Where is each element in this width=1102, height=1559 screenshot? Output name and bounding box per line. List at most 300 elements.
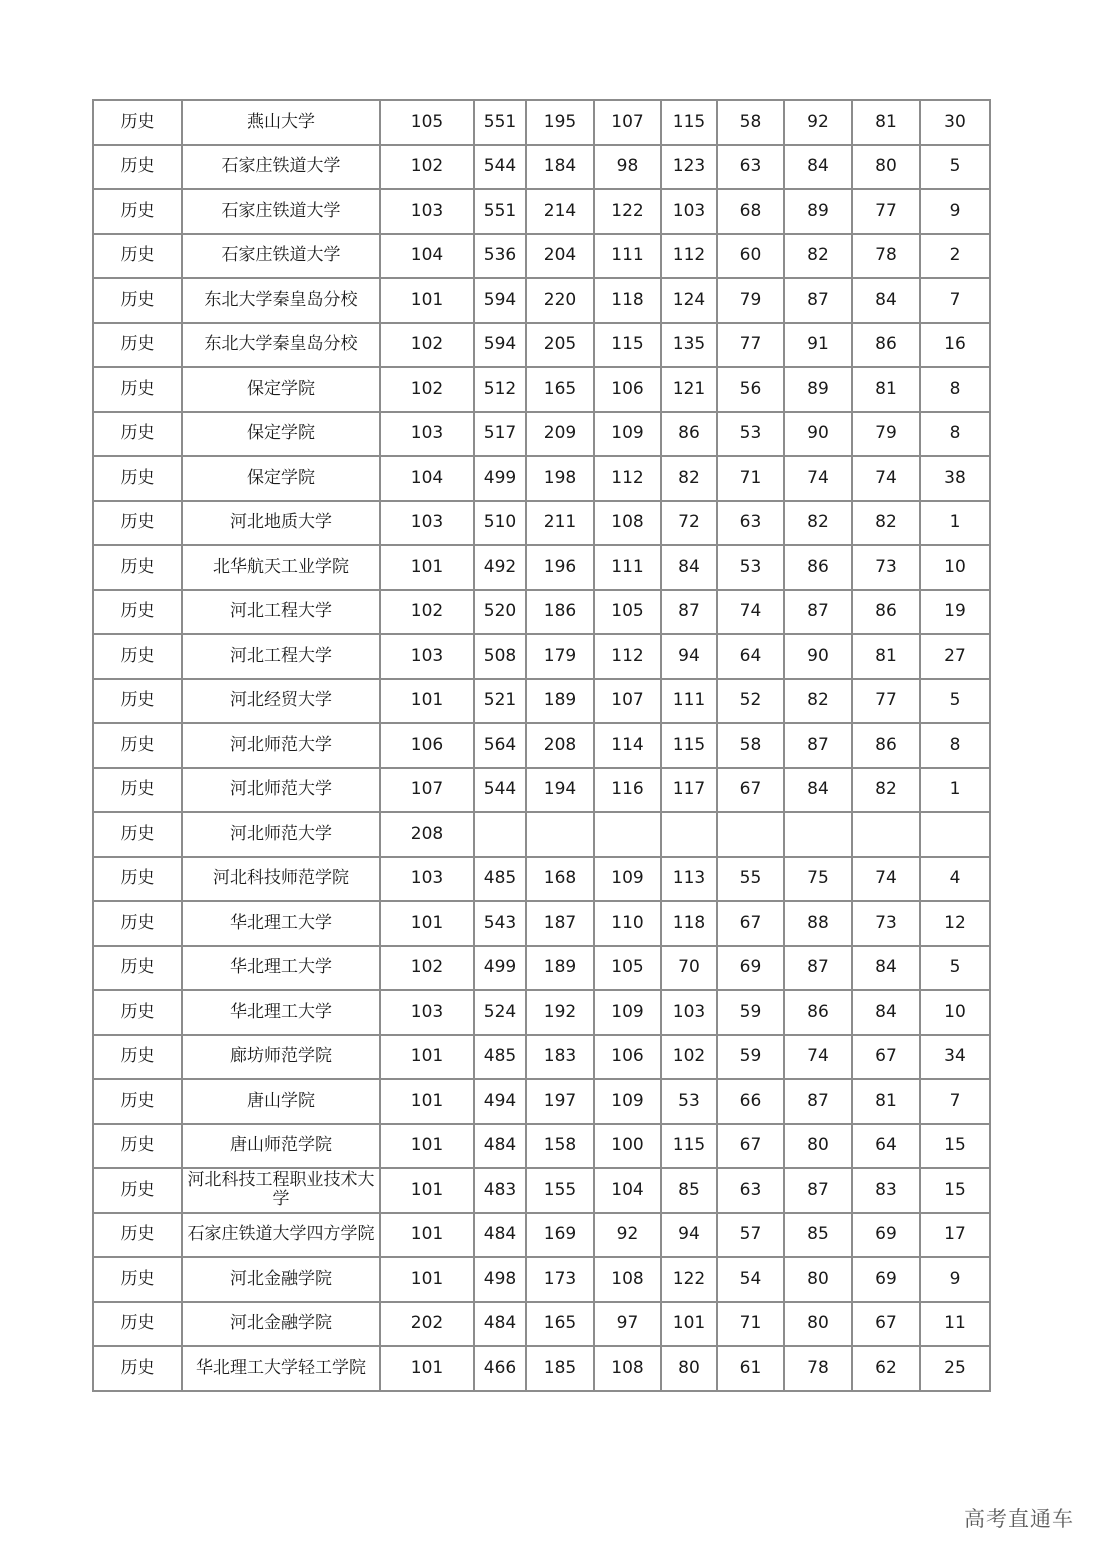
table-cell-score-d: 63	[717, 501, 784, 546]
table-cell-major-group-code: 101	[380, 278, 474, 323]
table-cell-score-f: 73	[852, 901, 920, 946]
table-cell-score-b: 105	[594, 946, 661, 991]
table-cell-score-a: 195	[526, 100, 594, 145]
table-cell-score-e: 78	[784, 1346, 852, 1391]
table-cell-score-total: 544	[474, 768, 526, 813]
table-cell-major-group-code: 103	[380, 501, 474, 546]
table-cell-score-b: 109	[594, 1079, 661, 1124]
table-cell-university: 燕山大学	[182, 100, 380, 145]
table-row	[93, 1168, 990, 1213]
table-cell-score-f: 78	[852, 234, 920, 279]
table-cell-score-b: 108	[594, 1257, 661, 1302]
table-cell-subject: 历史	[93, 501, 182, 546]
table-cell-score-c: 117	[661, 768, 717, 813]
table-row	[93, 679, 990, 724]
table-cell-major-group-code: 103	[380, 189, 474, 234]
table-cell-score-e: 87	[784, 278, 852, 323]
table-cell-score-d: 66	[717, 1079, 784, 1124]
table-cell-subject: 历史	[93, 1346, 182, 1391]
table-cell-score-e: 86	[784, 545, 852, 590]
table-cell-subject: 历史	[93, 456, 182, 501]
table-cell-score-total: 536	[474, 234, 526, 279]
table-cell-university: 石家庄铁道大学	[182, 145, 380, 190]
table-cell-score-d: 53	[717, 545, 784, 590]
table-cell-score-f: 84	[852, 946, 920, 991]
table-cell-score-b: 110	[594, 901, 661, 946]
table-cell-major-group-code: 102	[380, 367, 474, 412]
table-cell-university: 唐山学院	[182, 1079, 380, 1124]
table-cell-score-a: 192	[526, 990, 594, 1035]
table-row	[93, 901, 990, 946]
table-cell-score-d: 63	[717, 1168, 784, 1213]
table-cell-count: 19	[920, 590, 990, 635]
table-cell-subject: 历史	[93, 1035, 182, 1080]
table-cell-score-c: 135	[661, 323, 717, 368]
table-row	[93, 990, 990, 1035]
table-cell-score-b: 111	[594, 234, 661, 279]
table-cell-score-c: 80	[661, 1346, 717, 1391]
table-cell-count: 25	[920, 1346, 990, 1391]
table-cell-score-total: 510	[474, 501, 526, 546]
table-cell-score-b: 122	[594, 189, 661, 234]
table-cell-score-d	[717, 812, 784, 857]
table-cell-score-f: 77	[852, 189, 920, 234]
table-cell-score-c: 103	[661, 189, 717, 234]
table-cell-count: 10	[920, 545, 990, 590]
table-cell-subject: 历史	[93, 367, 182, 412]
table-cell-university: 华北理工大学轻工学院	[182, 1346, 380, 1391]
table-cell-score-c: 115	[661, 1124, 717, 1169]
table-cell-score-f: 81	[852, 367, 920, 412]
table-cell-score-total: 466	[474, 1346, 526, 1391]
table-cell-score-total: 524	[474, 990, 526, 1035]
table-cell-score-d: 74	[717, 590, 784, 635]
table-cell-score-f: 86	[852, 590, 920, 635]
table-cell-count: 9	[920, 189, 990, 234]
table-cell-score-a: 214	[526, 189, 594, 234]
table-cell-score-b: 106	[594, 367, 661, 412]
table-cell-score-total: 521	[474, 679, 526, 724]
table-row	[93, 189, 990, 234]
table-cell-score-a: 169	[526, 1213, 594, 1258]
table-cell-score-e: 85	[784, 1213, 852, 1258]
table-row	[93, 278, 990, 323]
table-row	[93, 367, 990, 412]
table-cell-count: 9	[920, 1257, 990, 1302]
table-cell-score-a: 205	[526, 323, 594, 368]
table-cell-score-c: 122	[661, 1257, 717, 1302]
table-cell-score-e	[784, 812, 852, 857]
table-cell-score-b	[594, 812, 661, 857]
table-cell-university: 河北师范大学	[182, 812, 380, 857]
table-cell-score-e: 86	[784, 990, 852, 1035]
table-cell-major-group-code: 102	[380, 946, 474, 991]
table-cell-count: 8	[920, 367, 990, 412]
table-cell-score-d: 61	[717, 1346, 784, 1391]
table-cell-major-group-code: 105	[380, 100, 474, 145]
table-cell-major-group-code: 101	[380, 1035, 474, 1080]
table-cell-subject: 历史	[93, 990, 182, 1035]
table-cell-score-total: 508	[474, 634, 526, 679]
table-cell-university: 华北理工大学	[182, 946, 380, 991]
table-cell-score-total: 498	[474, 1257, 526, 1302]
table-cell-subject: 历史	[93, 679, 182, 724]
table-cell-university: 石家庄铁道大学	[182, 234, 380, 279]
table-cell-university: 河北经贸大学	[182, 679, 380, 724]
table-cell-count: 11	[920, 1302, 990, 1347]
table-cell-score-d: 71	[717, 456, 784, 501]
table-cell-score-b: 109	[594, 412, 661, 457]
table-cell-count: 5	[920, 679, 990, 724]
table-cell-score-a: 189	[526, 946, 594, 991]
table-cell-university: 石家庄铁道大学四方学院	[182, 1213, 380, 1258]
table-cell-count: 8	[920, 412, 990, 457]
table-cell-score-e: 92	[784, 100, 852, 145]
table-cell-major-group-code: 107	[380, 768, 474, 813]
table-cell-score-b: 97	[594, 1302, 661, 1347]
table-cell-score-e: 80	[784, 1257, 852, 1302]
table-row	[93, 100, 990, 145]
table-cell-score-total: 544	[474, 145, 526, 190]
table-cell-score-f: 84	[852, 278, 920, 323]
table-cell-university: 河北金融学院	[182, 1257, 380, 1302]
table-cell-score-c: 123	[661, 145, 717, 190]
table-cell-major-group-code: 101	[380, 679, 474, 724]
table-cell-subject: 历史	[93, 768, 182, 813]
table-cell-subject: 历史	[93, 1079, 182, 1124]
table-cell-score-f: 64	[852, 1124, 920, 1169]
table-cell-score-e: 75	[784, 857, 852, 902]
table-cell-score-total: 484	[474, 1213, 526, 1258]
table-cell-subject: 历史	[93, 189, 182, 234]
table-cell-score-b: 107	[594, 679, 661, 724]
table-row	[93, 1302, 990, 1347]
table-cell-score-b: 112	[594, 456, 661, 501]
table-cell-subject: 历史	[93, 946, 182, 991]
table-cell-score-d: 77	[717, 323, 784, 368]
table-cell-score-a: 197	[526, 1079, 594, 1124]
table-cell-score-b: 107	[594, 100, 661, 145]
table-cell-subject: 历史	[93, 857, 182, 902]
table-cell-score-total: 485	[474, 857, 526, 902]
table-cell-score-c: 115	[661, 100, 717, 145]
table-cell-university: 河北金融学院	[182, 1302, 380, 1347]
table-row	[93, 323, 990, 368]
table-cell-university: 北华航天工业学院	[182, 545, 380, 590]
table-cell-score-b: 112	[594, 634, 661, 679]
table-cell-count: 5	[920, 145, 990, 190]
table-cell-count: 5	[920, 946, 990, 991]
table-cell-score-a: 186	[526, 590, 594, 635]
table-cell-university: 东北大学秦皇岛分校	[182, 278, 380, 323]
table-cell-score-d: 53	[717, 412, 784, 457]
table-row	[93, 412, 990, 457]
table-cell-score-total: 485	[474, 1035, 526, 1080]
table-cell-score-e: 88	[784, 901, 852, 946]
table-cell-count: 12	[920, 901, 990, 946]
table-cell-score-e: 87	[784, 723, 852, 768]
table-cell-score-c: 124	[661, 278, 717, 323]
table-cell-university: 河北师范大学	[182, 768, 380, 813]
table-cell-subject: 历史	[93, 723, 182, 768]
table-cell-score-c: 70	[661, 946, 717, 991]
table-cell-score-d: 71	[717, 1302, 784, 1347]
table-cell-score-b: 104	[594, 1168, 661, 1213]
table-cell-score-f: 74	[852, 857, 920, 902]
table-cell-score-b: 118	[594, 278, 661, 323]
table-row	[93, 1079, 990, 1124]
table-cell-score-d: 57	[717, 1213, 784, 1258]
table-row	[93, 501, 990, 546]
table-cell-score-f: 79	[852, 412, 920, 457]
table-cell-score-d: 67	[717, 901, 784, 946]
table-cell-major-group-code: 102	[380, 590, 474, 635]
table-cell-score-d: 58	[717, 100, 784, 145]
table-cell-score-f: 81	[852, 1079, 920, 1124]
table-cell-score-a: 185	[526, 1346, 594, 1391]
table-cell-score-c: 86	[661, 412, 717, 457]
table-cell-score-e: 82	[784, 234, 852, 279]
table-cell-score-a: 173	[526, 1257, 594, 1302]
table-cell-major-group-code: 101	[380, 1168, 474, 1213]
table-cell-score-total: 551	[474, 189, 526, 234]
table-cell-score-d: 58	[717, 723, 784, 768]
table-cell-count: 4	[920, 857, 990, 902]
table-cell-university: 唐山师范学院	[182, 1124, 380, 1169]
table-cell-score-total: 520	[474, 590, 526, 635]
table-cell-score-c: 121	[661, 367, 717, 412]
table-cell-score-total: 551	[474, 100, 526, 145]
table-cell-score-c	[661, 812, 717, 857]
table-cell-score-b: 116	[594, 768, 661, 813]
table-cell-score-a: 211	[526, 501, 594, 546]
table-row	[93, 634, 990, 679]
table-cell-count: 17	[920, 1213, 990, 1258]
table-cell-score-a: 187	[526, 901, 594, 946]
table-cell-score-e: 82	[784, 679, 852, 724]
table-cell-score-a: 208	[526, 723, 594, 768]
table-cell-score-b: 98	[594, 145, 661, 190]
table-cell-score-total: 499	[474, 456, 526, 501]
table-cell-score-d: 54	[717, 1257, 784, 1302]
table-cell-score-a: 189	[526, 679, 594, 724]
table-cell-subject: 历史	[93, 234, 182, 279]
table-cell-major-group-code: 101	[380, 1257, 474, 1302]
table-cell-score-b: 105	[594, 590, 661, 635]
table-row	[93, 456, 990, 501]
table-cell-score-d: 64	[717, 634, 784, 679]
table-cell-score-f: 81	[852, 634, 920, 679]
table-cell-count: 10	[920, 990, 990, 1035]
table-row	[93, 590, 990, 635]
table-cell-score-total: 484	[474, 1302, 526, 1347]
table-cell-subject: 历史	[93, 545, 182, 590]
table-cell-score-total: 484	[474, 1124, 526, 1169]
table-cell-score-b: 92	[594, 1213, 661, 1258]
table-cell-score-e: 80	[784, 1302, 852, 1347]
table-cell-score-c: 102	[661, 1035, 717, 1080]
table-cell-count: 7	[920, 278, 990, 323]
table-cell-score-a	[526, 812, 594, 857]
table-cell-count: 1	[920, 501, 990, 546]
table-cell-score-f: 62	[852, 1346, 920, 1391]
table-cell-score-c: 118	[661, 901, 717, 946]
table-cell-university: 廊坊师范学院	[182, 1035, 380, 1080]
table-cell-score-e: 90	[784, 634, 852, 679]
table-cell-score-f: 83	[852, 1168, 920, 1213]
table-cell-subject: 历史	[93, 100, 182, 145]
table-cell-score-total: 499	[474, 946, 526, 991]
table-cell-score-d: 59	[717, 990, 784, 1035]
table-cell-count: 15	[920, 1168, 990, 1213]
table-cell-score-f: 84	[852, 990, 920, 1035]
table-cell-score-total: 594	[474, 323, 526, 368]
table-cell-score-a: 220	[526, 278, 594, 323]
table-cell-score-total: 492	[474, 545, 526, 590]
table-cell-score-e: 74	[784, 1035, 852, 1080]
table-cell-score-total: 564	[474, 723, 526, 768]
table-cell-score-f: 77	[852, 679, 920, 724]
table-cell-score-a: 184	[526, 145, 594, 190]
table-cell-score-f: 74	[852, 456, 920, 501]
table-cell-university: 河北工程大学	[182, 590, 380, 635]
table-cell-score-c: 112	[661, 234, 717, 279]
table-cell-count: 27	[920, 634, 990, 679]
table-cell-university: 东北大学秦皇岛分校	[182, 323, 380, 368]
table-cell-major-group-code: 102	[380, 323, 474, 368]
table-cell-subject: 历史	[93, 634, 182, 679]
table-cell-subject: 历史	[93, 1124, 182, 1169]
table-cell-score-a: 165	[526, 1302, 594, 1347]
table-cell-score-c: 101	[661, 1302, 717, 1347]
table-cell-score-e: 74	[784, 456, 852, 501]
table-cell-university: 河北科技工程职业技术大学	[182, 1168, 380, 1213]
table-cell-score-f: 82	[852, 768, 920, 813]
table-cell-score-c: 72	[661, 501, 717, 546]
table-cell-score-c: 111	[661, 679, 717, 724]
table-cell-subject: 历史	[93, 1257, 182, 1302]
table-cell-university: 河北地质大学	[182, 501, 380, 546]
table-cell-score-b: 106	[594, 1035, 661, 1080]
watermark: 高考直通车	[964, 1507, 1074, 1531]
table-cell-major-group-code: 202	[380, 1302, 474, 1347]
table-cell-score-e: 87	[784, 1168, 852, 1213]
table-cell-score-f	[852, 812, 920, 857]
table-row	[93, 812, 990, 857]
table-cell-score-b: 114	[594, 723, 661, 768]
table-cell-score-e: 87	[784, 590, 852, 635]
table-cell-subject: 历史	[93, 901, 182, 946]
table-cell-major-group-code: 101	[380, 545, 474, 590]
table-cell-score-c: 85	[661, 1168, 717, 1213]
table-cell-major-group-code: 104	[380, 234, 474, 279]
table-row	[93, 234, 990, 279]
table-cell-subject: 历史	[93, 412, 182, 457]
table-cell-score-total: 594	[474, 278, 526, 323]
table-cell-major-group-code: 101	[380, 1346, 474, 1391]
table-row	[93, 545, 990, 590]
table-cell-subject: 历史	[93, 812, 182, 857]
table-cell-university: 华北理工大学	[182, 901, 380, 946]
table-cell-score-a: 179	[526, 634, 594, 679]
table-cell-score-a: 155	[526, 1168, 594, 1213]
table-cell-score-c: 94	[661, 1213, 717, 1258]
table-cell-major-group-code: 208	[380, 812, 474, 857]
table-cell-university: 保定学院	[182, 456, 380, 501]
table-cell-score-d: 79	[717, 278, 784, 323]
table-cell-score-a: 168	[526, 857, 594, 902]
table-cell-university: 河北师范大学	[182, 723, 380, 768]
table-cell-major-group-code: 101	[380, 1124, 474, 1169]
table-cell-score-f: 69	[852, 1213, 920, 1258]
table-cell-major-group-code: 101	[380, 1079, 474, 1124]
table-cell-count: 38	[920, 456, 990, 501]
table-cell-score-a: 183	[526, 1035, 594, 1080]
table-cell-score-c: 103	[661, 990, 717, 1035]
table-cell-score-f: 82	[852, 501, 920, 546]
table-cell-score-e: 87	[784, 946, 852, 991]
table-cell-university: 石家庄铁道大学	[182, 189, 380, 234]
table-cell-score-e: 89	[784, 189, 852, 234]
table-cell-score-d: 67	[717, 768, 784, 813]
table-cell-major-group-code: 103	[380, 990, 474, 1035]
table-cell-score-b: 109	[594, 857, 661, 902]
table-cell-count: 7	[920, 1079, 990, 1124]
table-cell-score-b: 108	[594, 501, 661, 546]
table-cell-subject: 历史	[93, 1302, 182, 1347]
table-row	[93, 723, 990, 768]
table-cell-subject: 历史	[93, 1168, 182, 1213]
table-cell-score-f: 81	[852, 100, 920, 145]
table-cell-score-a: 165	[526, 367, 594, 412]
table-cell-score-c: 87	[661, 590, 717, 635]
table-row	[93, 1213, 990, 1258]
table-cell-major-group-code: 102	[380, 145, 474, 190]
table-cell-subject: 历史	[93, 1213, 182, 1258]
table-cell-score-d: 59	[717, 1035, 784, 1080]
table-row	[93, 1346, 990, 1391]
table-cell-score-b: 108	[594, 1346, 661, 1391]
table-cell-count	[920, 812, 990, 857]
table-cell-count: 2	[920, 234, 990, 279]
table-cell-score-f: 67	[852, 1035, 920, 1080]
table-cell-score-f: 86	[852, 323, 920, 368]
table-cell-major-group-code: 104	[380, 456, 474, 501]
table-cell-major-group-code: 101	[380, 901, 474, 946]
table-cell-score-d: 60	[717, 234, 784, 279]
table-row	[93, 145, 990, 190]
table-cell-subject: 历史	[93, 278, 182, 323]
table-cell-score-f: 69	[852, 1257, 920, 1302]
table-row	[93, 1257, 990, 1302]
score-table	[92, 99, 991, 1392]
table-row	[93, 857, 990, 902]
table-cell-score-c: 82	[661, 456, 717, 501]
table-cell-score-f: 80	[852, 145, 920, 190]
table-cell-subject: 历史	[93, 323, 182, 368]
table-cell-score-d: 67	[717, 1124, 784, 1169]
table-row	[93, 768, 990, 813]
table-cell-score-total: 512	[474, 367, 526, 412]
table-cell-count: 16	[920, 323, 990, 368]
table-cell-score-a: 198	[526, 456, 594, 501]
table-cell-university: 河北科技师范学院	[182, 857, 380, 902]
table-cell-university: 保定学院	[182, 412, 380, 457]
table-cell-score-a: 209	[526, 412, 594, 457]
table-cell-score-d: 55	[717, 857, 784, 902]
table-cell-score-b: 111	[594, 545, 661, 590]
table-cell-score-e: 84	[784, 768, 852, 813]
